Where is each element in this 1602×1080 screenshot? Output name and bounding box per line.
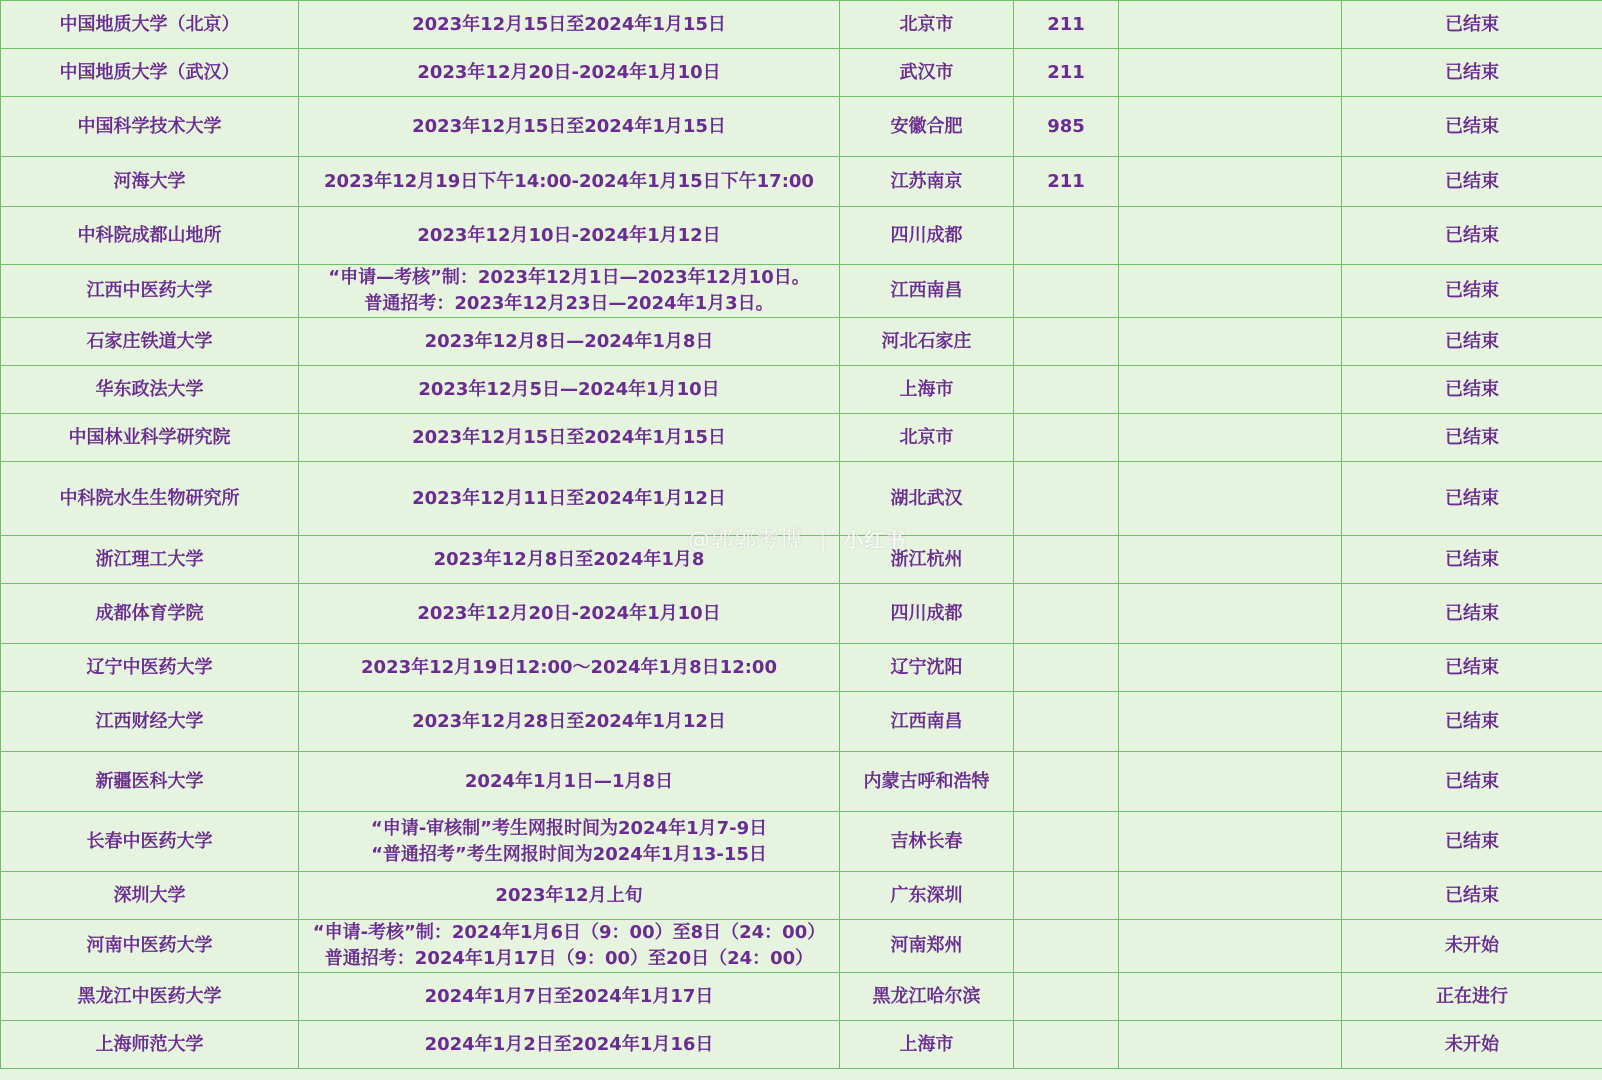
location-cell[interactable]: 江西南昌: [840, 265, 1014, 318]
dates-line: 2023年12月5日—2024年1月10日: [418, 378, 720, 400]
note-cell[interactable]: [1119, 1021, 1342, 1069]
note-cell[interactable]: [1119, 692, 1342, 752]
status-cell[interactable]: 正在进行: [1342, 973, 1602, 1021]
location-cell[interactable]: 四川成都: [840, 207, 1014, 265]
dates-cell[interactable]: [299, 752, 840, 812]
table-row: [1, 584, 1602, 644]
status-cell[interactable]: 已结束: [1342, 536, 1602, 584]
location-cell[interactable]: 广东深圳: [840, 872, 1014, 920]
location-cell[interactable]: 北京市: [840, 1, 1014, 49]
table-row: [1, 366, 1602, 414]
note-cell[interactable]: [1119, 207, 1342, 265]
tier-cell[interactable]: 211: [1014, 1, 1119, 49]
location-cell[interactable]: 江西南昌: [840, 692, 1014, 752]
note-cell[interactable]: [1119, 462, 1342, 536]
location-cell[interactable]: 河北石家庄: [840, 318, 1014, 366]
school-cell[interactable]: 成都体育学院: [1, 584, 299, 644]
status-cell[interactable]: 已结束: [1342, 812, 1602, 872]
status-cell[interactable]: 已结束: [1342, 157, 1602, 207]
dates-cell[interactable]: [299, 207, 840, 265]
dates-line: 2023年12月19日下午14:00-2024年1月15日下午17:00: [324, 170, 814, 192]
table-row: [1, 973, 1602, 1021]
dates-line: 2023年12月11日至2024年1月12日: [412, 487, 726, 509]
table-row: [1, 414, 1602, 462]
location-cell[interactable]: 黑龙江哈尔滨: [840, 973, 1014, 1021]
dates-cell[interactable]: [299, 920, 840, 973]
dates-line: 2023年12月15日至2024年1月15日: [412, 426, 726, 448]
tier-cell[interactable]: [1014, 318, 1119, 366]
note-cell[interactable]: [1119, 536, 1342, 584]
dates-line: 2024年1月2日至2024年1月16日: [424, 1033, 714, 1055]
tier-cell[interactable]: [1014, 536, 1119, 584]
watermark-separator: |: [819, 528, 828, 553]
location-cell[interactable]: 浙江杭州: [840, 536, 1014, 584]
school-cell[interactable]: 上海师范大学: [1, 1021, 299, 1069]
note-cell[interactable]: [1119, 49, 1342, 97]
note-cell[interactable]: [1119, 414, 1342, 462]
table-row: [1, 157, 1602, 207]
location-cell[interactable]: 四川成都: [840, 584, 1014, 644]
tier-cell[interactable]: [1014, 752, 1119, 812]
dates-cell[interactable]: [299, 1, 840, 49]
table-row: [1, 49, 1602, 97]
tier-cell[interactable]: [1014, 265, 1119, 318]
tier-cell[interactable]: 211: [1014, 49, 1119, 97]
school-cell[interactable]: 深圳大学: [1, 872, 299, 920]
status-cell[interactable]: 已结束: [1342, 644, 1602, 692]
school-cell[interactable]: 中国科学技术大学: [1, 97, 299, 157]
location-cell[interactable]: 内蒙古呼和浩特: [840, 752, 1014, 812]
tier-cell[interactable]: [1014, 366, 1119, 414]
school-cell[interactable]: 黑龙江中医药大学: [1, 973, 299, 1021]
dates-cell[interactable]: [299, 157, 840, 207]
school-cell[interactable]: 中科院成都山地所: [1, 207, 299, 265]
location-cell[interactable]: 江苏南京: [840, 157, 1014, 207]
watermark-handle: @郭郭考博: [688, 528, 804, 553]
status-cell[interactable]: 已结束: [1342, 207, 1602, 265]
status-cell[interactable]: 已结束: [1342, 97, 1602, 157]
dates-cell[interactable]: [299, 536, 840, 584]
note-cell[interactable]: [1119, 318, 1342, 366]
table-row: [1, 920, 1602, 973]
school-cell[interactable]: 河南中医药大学: [1, 920, 299, 973]
location-cell[interactable]: 湖北武汉: [840, 462, 1014, 536]
location-cell[interactable]: 安徽合肥: [840, 97, 1014, 157]
table-body: [1, 1, 1602, 1069]
table-row: [1, 692, 1602, 752]
table-row: [1, 1, 1602, 49]
tier-cell[interactable]: [1014, 462, 1119, 536]
status-cell[interactable]: 未开始: [1342, 1021, 1602, 1069]
dates-line: 2023年12月20日-2024年1月10日: [417, 61, 721, 83]
note-cell[interactable]: [1119, 812, 1342, 872]
school-cell[interactable]: 中国地质大学（武汉）: [1, 49, 299, 97]
school-cell[interactable]: 中科院水生生物研究所: [1, 462, 299, 536]
table-row: [1, 207, 1602, 265]
dates-cell[interactable]: [299, 318, 840, 366]
dates-cell[interactable]: [299, 265, 840, 318]
table-row: [1, 318, 1602, 366]
status-cell[interactable]: 已结束: [1342, 872, 1602, 920]
dates-cell[interactable]: [299, 584, 840, 644]
tier-cell[interactable]: [1014, 920, 1119, 973]
dates-line: “普通招考”考生网报时间为2024年1月13-15日: [371, 843, 767, 865]
table-row: [1, 1021, 1602, 1069]
school-cell[interactable]: 江西中医药大学: [1, 265, 299, 318]
dates-line: 2023年12月10日-2024年1月12日: [417, 224, 721, 246]
status-cell[interactable]: 已结束: [1342, 414, 1602, 462]
location-cell[interactable]: 吉林长春: [840, 812, 1014, 872]
dates-cell[interactable]: [299, 49, 840, 97]
dates-cell[interactable]: [299, 414, 840, 462]
tier-cell[interactable]: [1014, 692, 1119, 752]
dates-cell[interactable]: [299, 644, 840, 692]
tier-cell[interactable]: 985: [1014, 97, 1119, 157]
tier-cell[interactable]: 211: [1014, 157, 1119, 207]
dates-line: 普通招考：2024年1月17日（9：00）至20日（24：00）: [324, 948, 814, 969]
dates-line: “申请—考核”制：2023年12月1日—2023年12月10日。: [328, 267, 810, 288]
note-cell[interactable]: [1119, 644, 1342, 692]
tier-cell[interactable]: [1014, 1021, 1119, 1069]
tier-cell[interactable]: [1014, 644, 1119, 692]
table-row: [1, 752, 1602, 812]
dates-cell[interactable]: [299, 1021, 840, 1069]
tier-cell[interactable]: [1014, 414, 1119, 462]
tier-cell[interactable]: [1014, 812, 1119, 872]
school-cell[interactable]: 中国地质大学（北京）: [1, 1, 299, 49]
note-cell[interactable]: [1119, 973, 1342, 1021]
status-cell[interactable]: 已结束: [1342, 366, 1602, 414]
tier-cell[interactable]: [1014, 207, 1119, 265]
table-row: [1, 644, 1602, 692]
dates-line: 2023年12月8日—2024年1月8日: [424, 330, 714, 352]
note-cell[interactable]: [1119, 872, 1342, 920]
location-cell[interactable]: 上海市: [840, 366, 1014, 414]
dates-line: 普通招考：2023年12月23日—2024年1月3日。: [364, 293, 774, 314]
status-cell[interactable]: 已结束: [1342, 265, 1602, 318]
table-row: [1, 812, 1602, 872]
school-cell[interactable]: 中国林业科学研究院: [1, 414, 299, 462]
note-cell[interactable]: [1119, 366, 1342, 414]
dates-line: “申请-审核制”考生网报时间为2024年1月7-9日: [370, 817, 768, 839]
table-row: [1, 265, 1602, 318]
note-cell[interactable]: [1119, 920, 1342, 973]
dates-line: 2023年12月20日-2024年1月10日: [417, 602, 721, 624]
school-cell[interactable]: 辽宁中医药大学: [1, 644, 299, 692]
status-cell[interactable]: 已结束: [1342, 318, 1602, 366]
dates-line: 2024年1月7日至2024年1月17日: [424, 985, 714, 1007]
status-cell[interactable]: 已结束: [1342, 584, 1602, 644]
school-cell[interactable]: 浙江理工大学: [1, 536, 299, 584]
location-cell[interactable]: 河南郑州: [840, 920, 1014, 973]
school-cell[interactable]: 华东政法大学: [1, 366, 299, 414]
tier-cell[interactable]: [1014, 973, 1119, 1021]
location-cell[interactable]: 武汉市: [840, 49, 1014, 97]
dates-cell[interactable]: [299, 812, 840, 872]
note-cell[interactable]: [1119, 157, 1342, 207]
school-cell[interactable]: 江西财经大学: [1, 692, 299, 752]
note-cell[interactable]: [1119, 265, 1342, 318]
tier-cell[interactable]: [1014, 584, 1119, 644]
status-cell[interactable]: 已结束: [1342, 462, 1602, 536]
status-cell[interactable]: 未开始: [1342, 920, 1602, 973]
location-cell[interactable]: 上海市: [840, 1021, 1014, 1069]
status-cell[interactable]: 已结束: [1342, 752, 1602, 812]
dates-line: “申请-考核”制：2024年1月6日（9：00）至8日（24：00）: [312, 922, 826, 943]
status-cell[interactable]: 已结束: [1342, 1, 1602, 49]
dates-line: 2023年12月28日至2024年1月12日: [412, 710, 726, 732]
note-cell[interactable]: [1119, 584, 1342, 644]
note-cell[interactable]: [1119, 97, 1342, 157]
dates-cell[interactable]: [299, 366, 840, 414]
dates-line: 2023年12月15日至2024年1月15日: [412, 115, 726, 137]
dates-cell[interactable]: [299, 872, 840, 920]
table-row: [1, 536, 1602, 584]
school-cell[interactable]: 长春中医药大学: [1, 812, 299, 872]
note-cell[interactable]: [1119, 1, 1342, 49]
status-cell[interactable]: 已结束: [1342, 49, 1602, 97]
location-cell[interactable]: 辽宁沈阳: [840, 644, 1014, 692]
tier-cell[interactable]: [1014, 872, 1119, 920]
dates-cell[interactable]: [299, 692, 840, 752]
location-cell[interactable]: 北京市: [840, 414, 1014, 462]
table-row: [1, 872, 1602, 920]
dates-line: 2024年1月1日—1月8日: [464, 770, 674, 792]
table-row: [1, 462, 1602, 536]
table-row: [1, 97, 1602, 157]
dates-cell[interactable]: [299, 973, 840, 1021]
dates-cell[interactable]: [299, 462, 840, 536]
watermark-brand: 小红书: [843, 528, 907, 552]
dates-line: 2023年12月8日至2024年1月8: [433, 548, 705, 570]
school-cell[interactable]: 石家庄铁道大学: [1, 318, 299, 366]
dates-line: 2023年12月上旬: [495, 884, 643, 906]
dates-line: 2023年12月15日至2024年1月15日: [412, 13, 726, 35]
school-cell[interactable]: 河海大学: [1, 157, 299, 207]
note-cell[interactable]: [1119, 752, 1342, 812]
school-cell[interactable]: 新疆医科大学: [1, 752, 299, 812]
dates-cell[interactable]: [299, 97, 840, 157]
status-cell[interactable]: 已结束: [1342, 692, 1602, 752]
dates-line: 2023年12月19日12:00～2024年1月8日12:00: [361, 656, 777, 678]
